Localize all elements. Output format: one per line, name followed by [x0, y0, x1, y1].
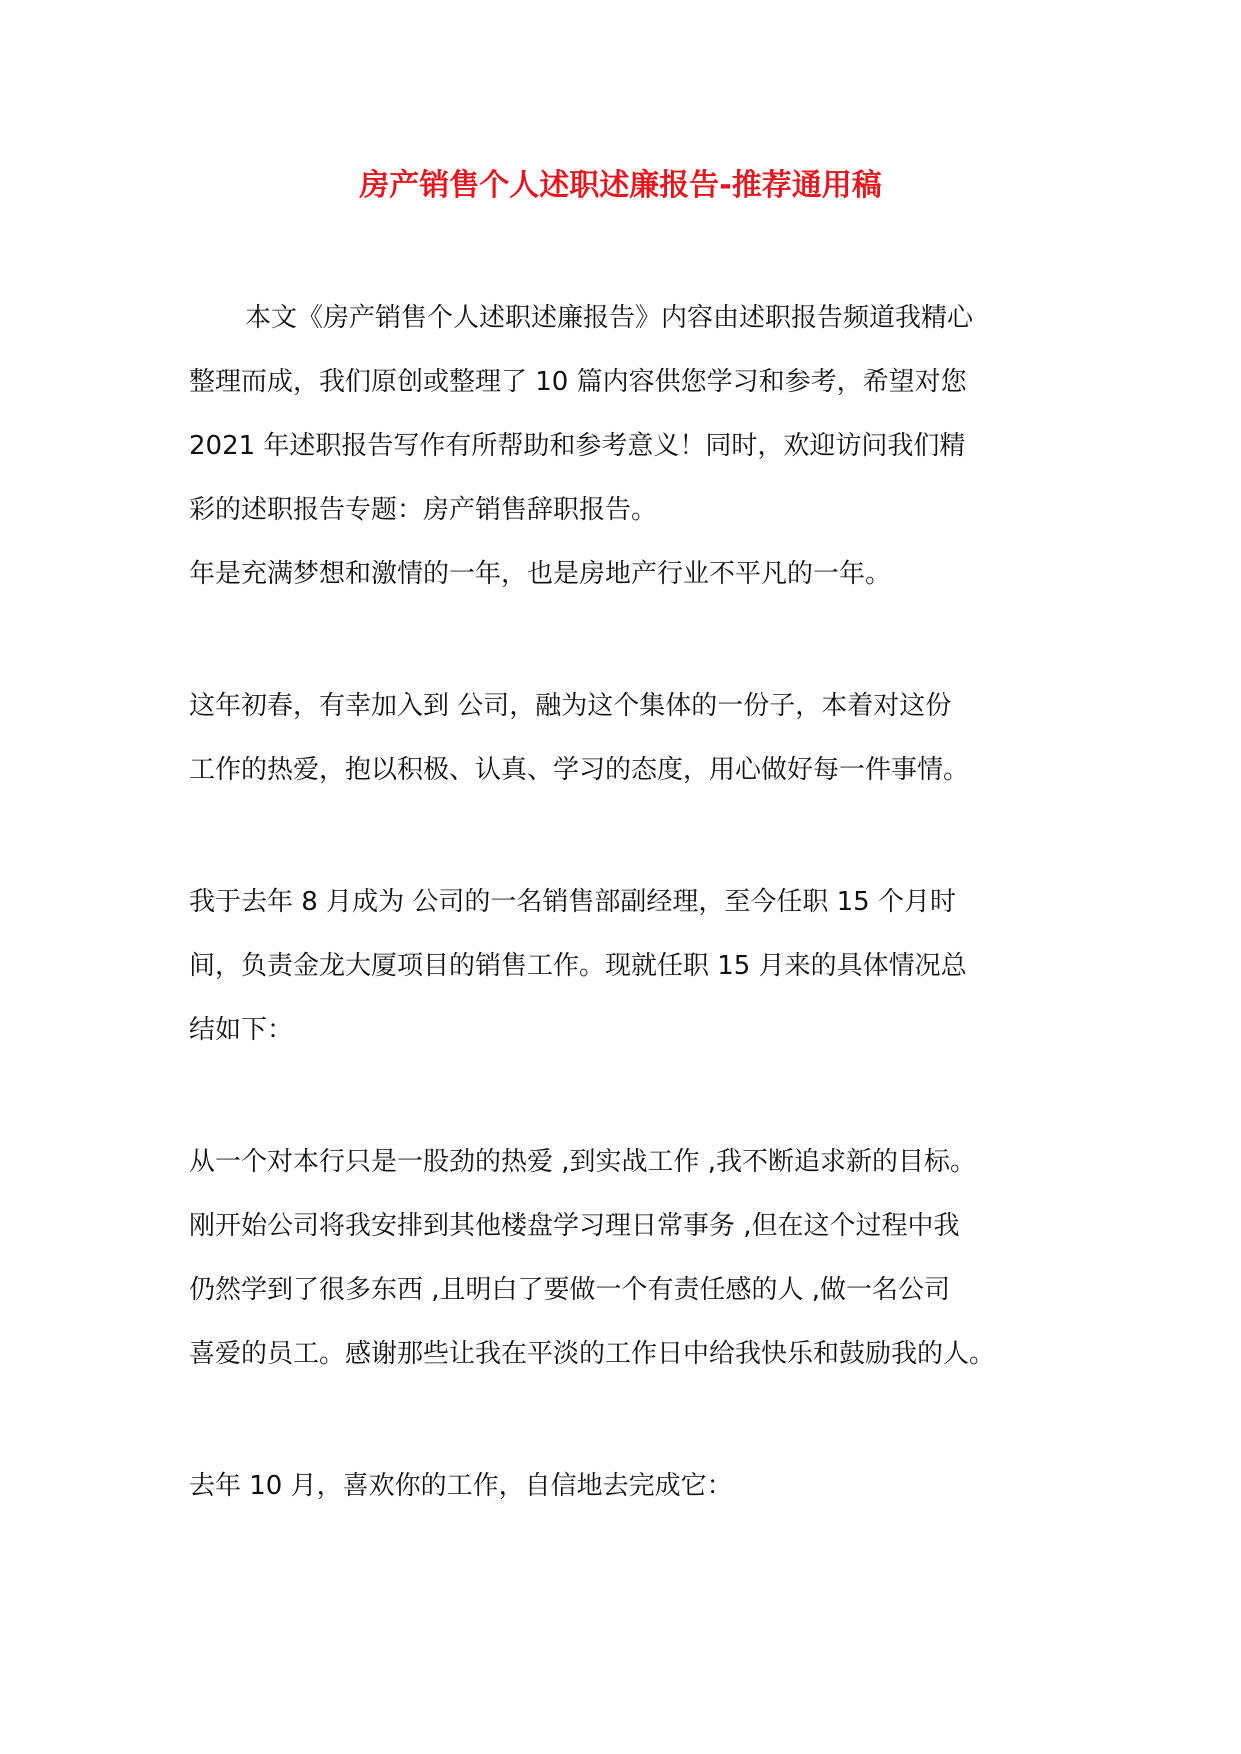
paragraph-line: 工作的热爱，抱以积极、认真、学习的态度，用心做好每一件事情。: [189, 755, 970, 785]
paragraph-line: 这年初春，有幸加入到 公司，融为这个集体的一份子，本着对这份: [189, 691, 952, 721]
paragraph-line: 喜爱的员工。感谢那些让我在平淡的工作日中给我快乐和鼓励我的人。: [189, 1339, 996, 1369]
paragraph-line: 本文《房产销售个人述职述廉报告》内容由述职报告频道我精心: [245, 303, 974, 333]
paragraph-line: 刚开始公司将我安排到其他楼盘学习理日常事务 ,但在这个过程中我: [189, 1211, 960, 1241]
paragraph-line: 去年 10 月，喜欢你的工作，自信地去完成它：: [189, 1471, 733, 1501]
paragraph-line: 我于去年 8 月成为 公司的一名销售部副经理，至今任职 15 个月时: [189, 887, 956, 917]
document-title: 房产销售个人述职述廉报告-推荐通用稿: [359, 168, 882, 203]
paragraph-line: 整理而成，我们原创或整理了 10 篇内容供您学习和参考，希望对您: [189, 367, 967, 397]
paragraph-line: 结如下：: [189, 1015, 294, 1045]
paragraph-line: 2021 年述职报告写作有所帮助和参考意义！同时，欢迎访问我们精: [189, 431, 966, 461]
paragraph-line: 彩的述职报告专题：房产销售辞职报告。: [189, 495, 658, 525]
paragraph-line: 仍然学到了很多东西 ,且明白了要做一个有责任感的人 ,做一名公司: [189, 1275, 951, 1305]
paragraph-line: 年是充满梦想和激情的一年，也是房地产行业不平凡的一年。: [189, 559, 892, 589]
paragraph-line: 从一个对本行只是一股劲的热爱 ,到实战工作 ,我不断追求新的目标。: [189, 1147, 977, 1177]
paragraph-line: 间，负责金龙大厦项目的销售工作。现就任职 15 月来的具体情况总: [189, 951, 967, 981]
